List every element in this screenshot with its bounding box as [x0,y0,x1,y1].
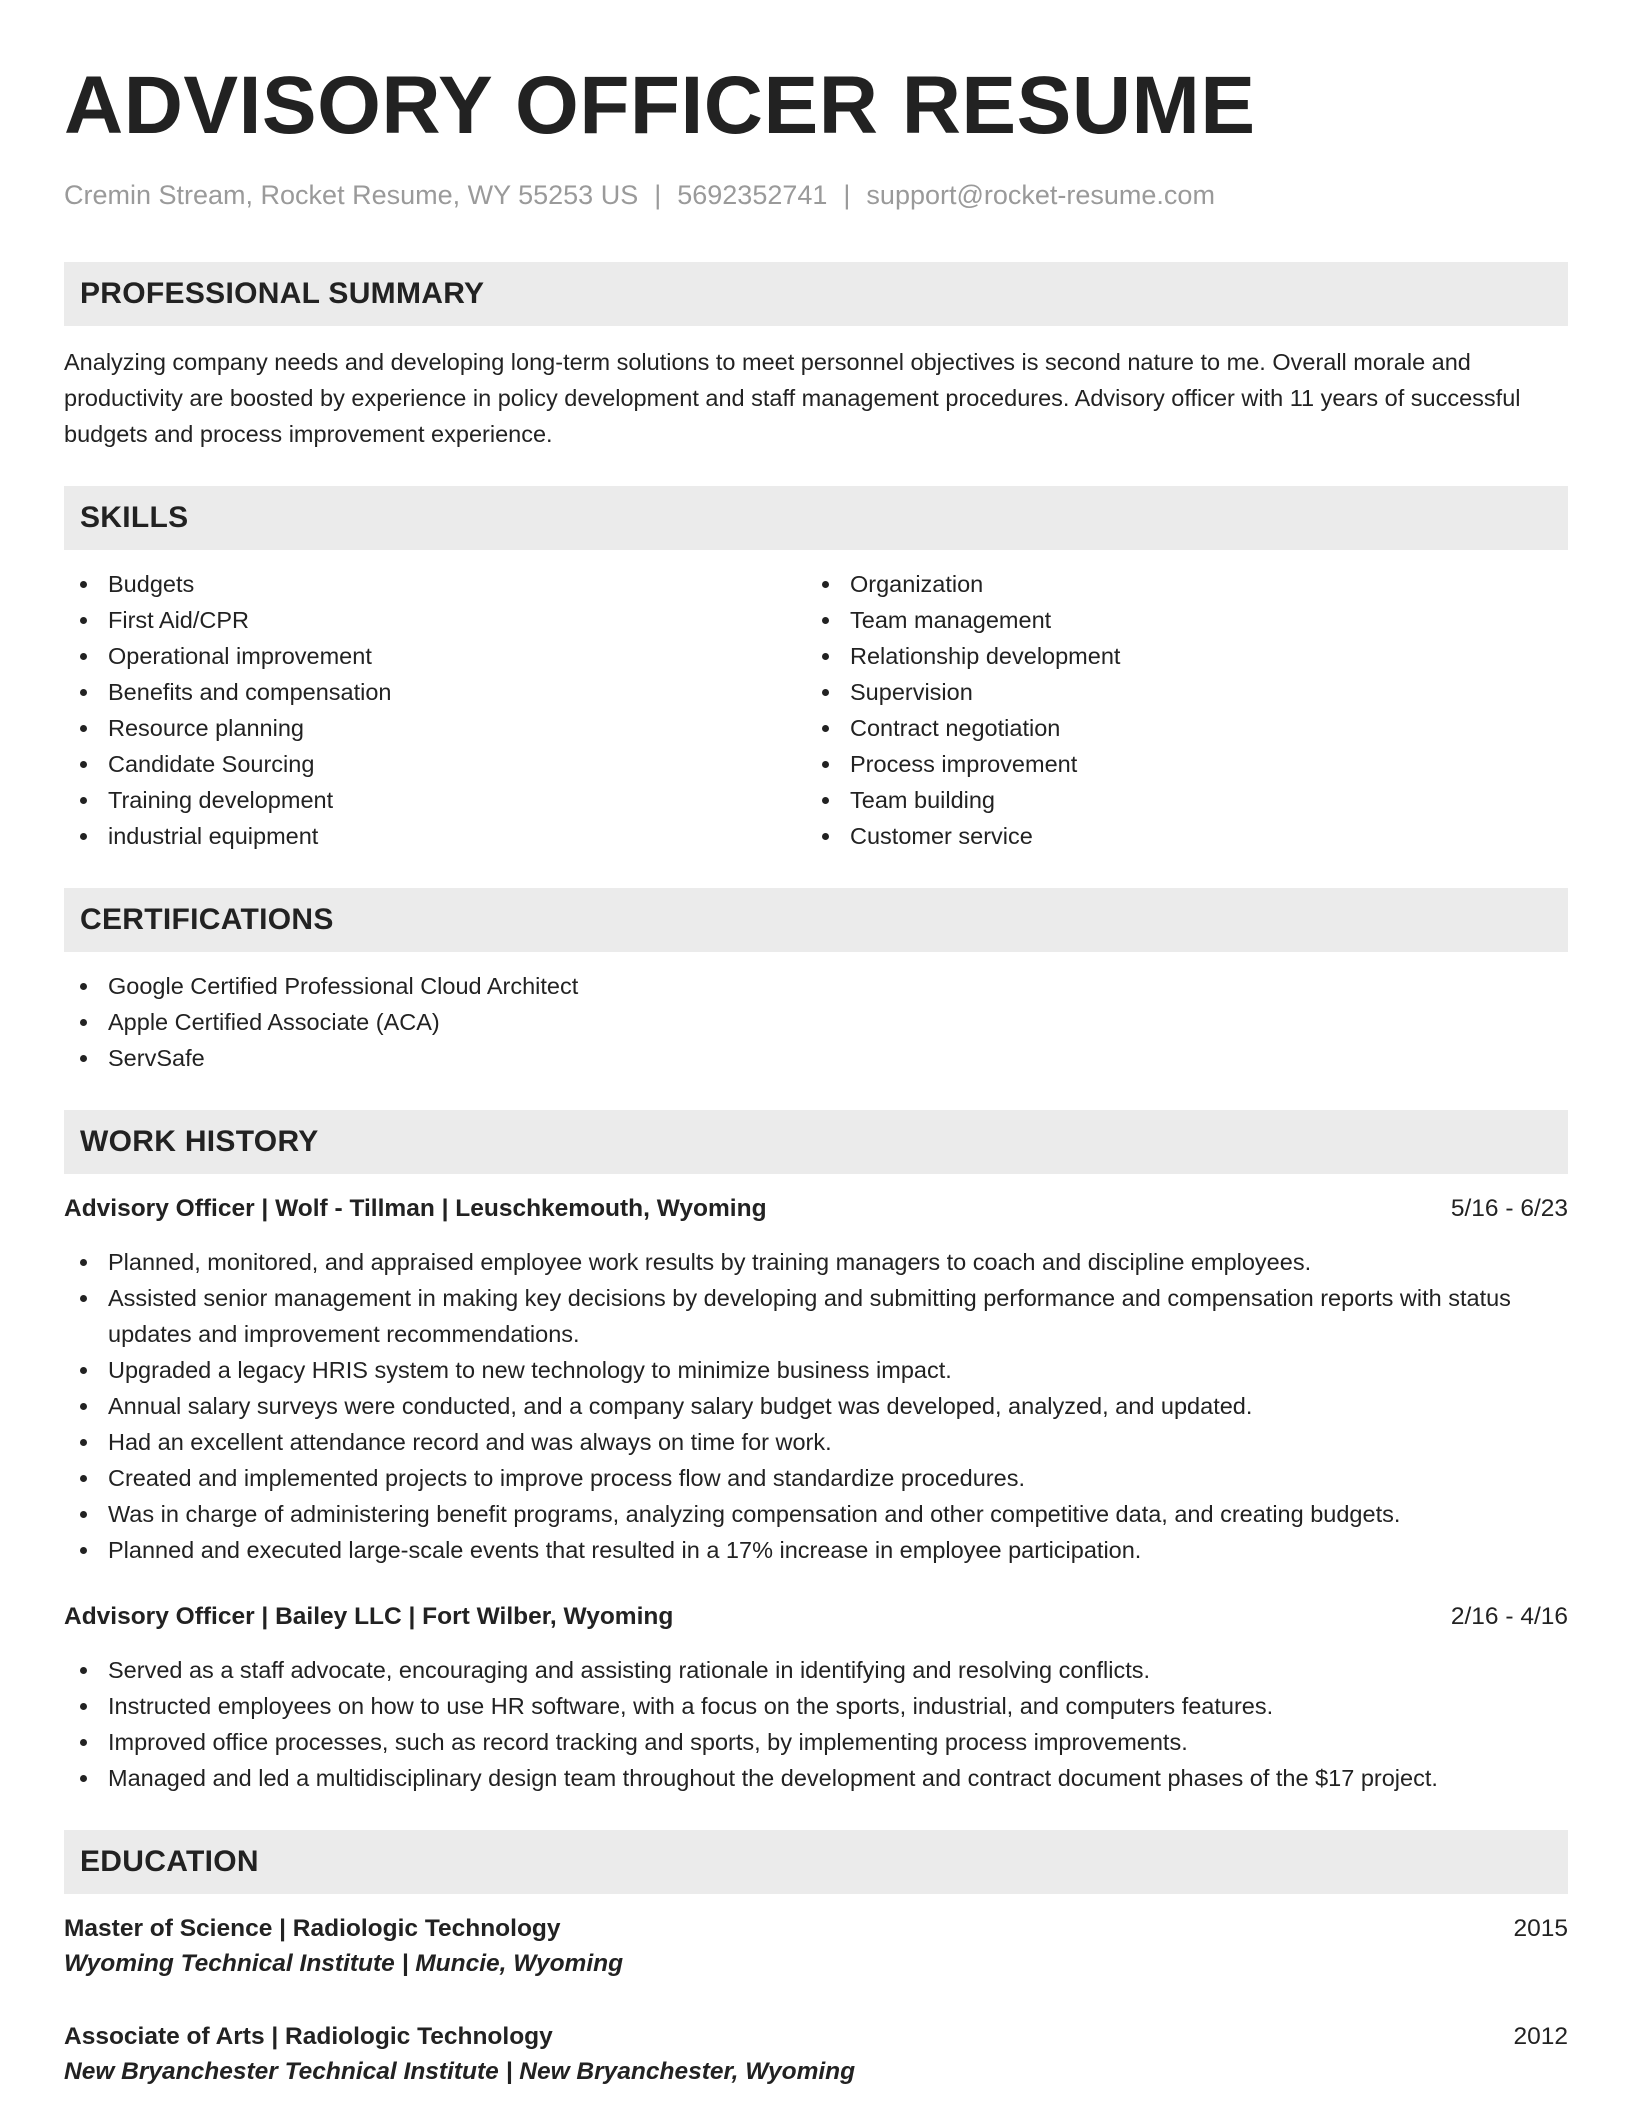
skill-item: Team management [806,602,1548,638]
contact-phone: 5692352741 [677,180,828,210]
job-bullets [64,1652,1568,1796]
education-entry [64,2020,1568,2090]
job-bullet: Had an excellent attendance record and was always on time for work. [64,1424,1568,1460]
job-bullet: Planned and executed large-scale events that resulted in a 17% increase in employee participation. [64,1532,1568,1568]
skill-item: Training development [64,782,806,818]
skill-item: Resource planning [64,710,806,746]
skill-item: Budgets [64,566,806,602]
section-header-skills [64,486,1568,550]
job-header [64,1192,1568,1226]
contact-email: support@rocket-resume.com [866,180,1215,210]
skill-item: Team building [806,782,1548,818]
job-title: Advisory Officer | Wolf - Tillman | Leuschkemouth, Wyoming [64,1195,767,1222]
education-header [64,1912,1568,1946]
job-bullet: Was in charge of administering benefit programs, analyzing compensation and other competitive data, and creating budgets. [64,1496,1568,1532]
skill-item: Relationship development [806,638,1548,674]
job-bullet: Assisted senior management in making key decisions by developing and submitting performance and compensation reports with status updates and improvement recommendations. [64,1280,1568,1352]
summary-text: Analyzing company needs and developing long-term solutions to meet personnel objectives is second nature to me. Overall morale and productivity are boosted by experience in policy development and staff management procedures. Advisory officer with 11 years of successful budgets and process improvement experience. [64,349,1521,447]
job-bullet: Served as a staff advocate, encouraging and assisting rationale in identifying and resolving conflicts. [64,1652,1568,1688]
education-degree: Master of Science | Radiologic Technology [64,1915,561,1942]
skill-item: Candidate Sourcing [64,746,806,782]
contact-separator: | [843,180,851,210]
job-header [64,1600,1568,1634]
education-year: 2012 [1513,2023,1568,2050]
education-school: New Bryanchester Technical Institute | New Bryanchester, Wyoming [64,2058,856,2085]
section-title: WORK HISTORY [80,1125,319,1158]
job-bullet: Created and implemented projects to improve process flow and standardize procedures. [64,1460,1568,1496]
certification-item: ServSafe [64,1040,1568,1076]
job-bullet: Managed and led a multidisciplinary design team throughout the development and contract document phases of the $17 project. [64,1760,1568,1796]
job-bullets [64,1244,1568,1568]
skill-item: industrial equipment [64,818,806,854]
contact-line [64,178,1568,212]
education-entry [64,1912,1568,1982]
education-school: Wyoming Technical Institute | Muncie, Wyoming [64,1950,624,1977]
education-header [64,2020,1568,2054]
job-entry [64,1192,1568,1568]
job-bullet: Instructed employees on how to use HR software, with a focus on the sports, industrial, and computers features. [64,1688,1568,1724]
job-bullet: Improved office processes, such as record tracking and sports, by implementing process improvements. [64,1724,1568,1760]
skills-column-right [806,566,1548,854]
skill-item: Benefits and compensation [64,674,806,710]
section-title: CERTIFICATIONS [80,903,334,936]
section-title: EDUCATION [80,1845,259,1878]
skill-item: Operational improvement [64,638,806,674]
education-year: 2015 [1513,1915,1568,1942]
skill-item: Customer service [806,818,1548,854]
job-entry [64,1600,1568,1796]
job-bullet: Planned, monitored, and appraised employee work results by training managers to coach and discipline employees. [64,1244,1568,1280]
certification-item: Apple Certified Associate (ACA) [64,1004,1568,1040]
certifications-list [64,968,1568,1076]
section-header-summary [64,262,1568,326]
education-degree: Associate of Arts | Radiologic Technology [64,2023,553,2050]
skill-item: Supervision [806,674,1548,710]
contact-address: Cremin Stream, Rocket Resume, WY 55253 US [64,180,639,210]
skills-column-left [64,566,806,854]
certification-item: Google Certified Professional Cloud Architect [64,968,1568,1004]
job-bullet: Annual salary surveys were conducted, and a company salary budget was developed, analyzed, and updated. [64,1388,1568,1424]
job-title: Advisory Officer | Bailey LLC | Fort Wilber, Wyoming [64,1603,674,1630]
job-bullet: Upgraded a legacy HRIS system to new technology to minimize business impact. [64,1352,1568,1388]
skill-item: Organization [806,566,1548,602]
skill-item: First Aid/CPR [64,602,806,638]
skills-list [64,566,1568,854]
resume-title: ADVISORY OFFICER RESUME [64,60,1256,151]
section-header-work-history [64,1110,1568,1174]
job-dates: 5/16 - 6/23 [1450,1195,1568,1222]
section-title: SKILLS [80,501,189,534]
skill-item: Process improvement [806,746,1548,782]
section-header-education [64,1830,1568,1894]
job-dates: 2/16 - 4/16 [1450,1603,1568,1630]
skill-item: Contract negotiation [806,710,1548,746]
contact-separator: | [654,180,662,210]
section-header-certifications [64,888,1568,952]
section-title: PROFESSIONAL SUMMARY [80,277,485,310]
